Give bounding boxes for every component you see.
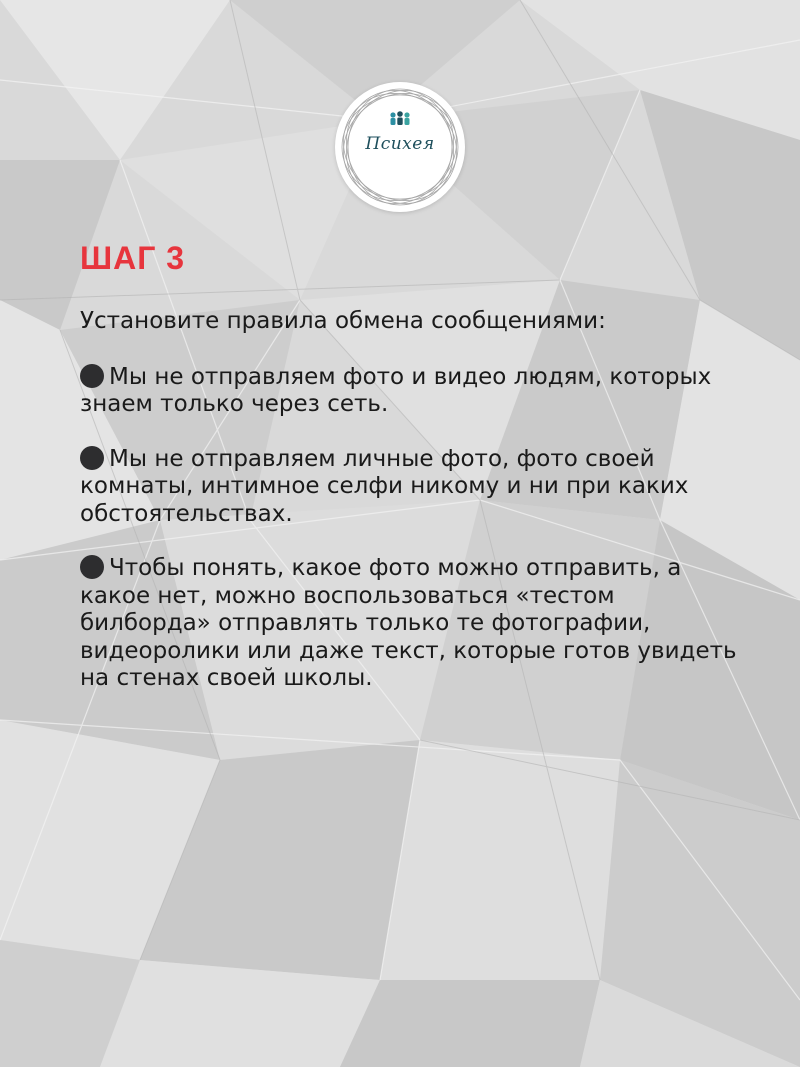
rule-item xyxy=(80,446,740,529)
rules-content xyxy=(80,308,740,720)
intro-text: Установите правила обмена сообщениями: xyxy=(80,308,606,334)
rule-text: Мы не отправляем фото и видео людям, которых знаем только через сеть. xyxy=(80,363,712,417)
people-icon xyxy=(390,111,409,125)
step-title: ШАГ 3 xyxy=(80,240,186,276)
rule-text: Мы не отправляем личные фото, фото своей комнаты, интимное селфи никому и ни при каких обстоятельствах. xyxy=(80,445,689,527)
logo-text: Психея xyxy=(365,134,435,154)
bullet-icon xyxy=(80,555,104,579)
rule-item xyxy=(80,555,740,693)
bullet-icon xyxy=(80,446,104,470)
bullet-icon xyxy=(80,364,104,388)
psyche-logo xyxy=(335,82,465,212)
rule-item xyxy=(80,364,740,419)
rule-text: Чтобы понять, какое фото можно отправить, а какое нет, можно воспользоваться «тестом билборда» отправлять только те фотографии, видеоролики или даже текст, которые готов увидеть на стенах своей школы. xyxy=(80,555,737,691)
